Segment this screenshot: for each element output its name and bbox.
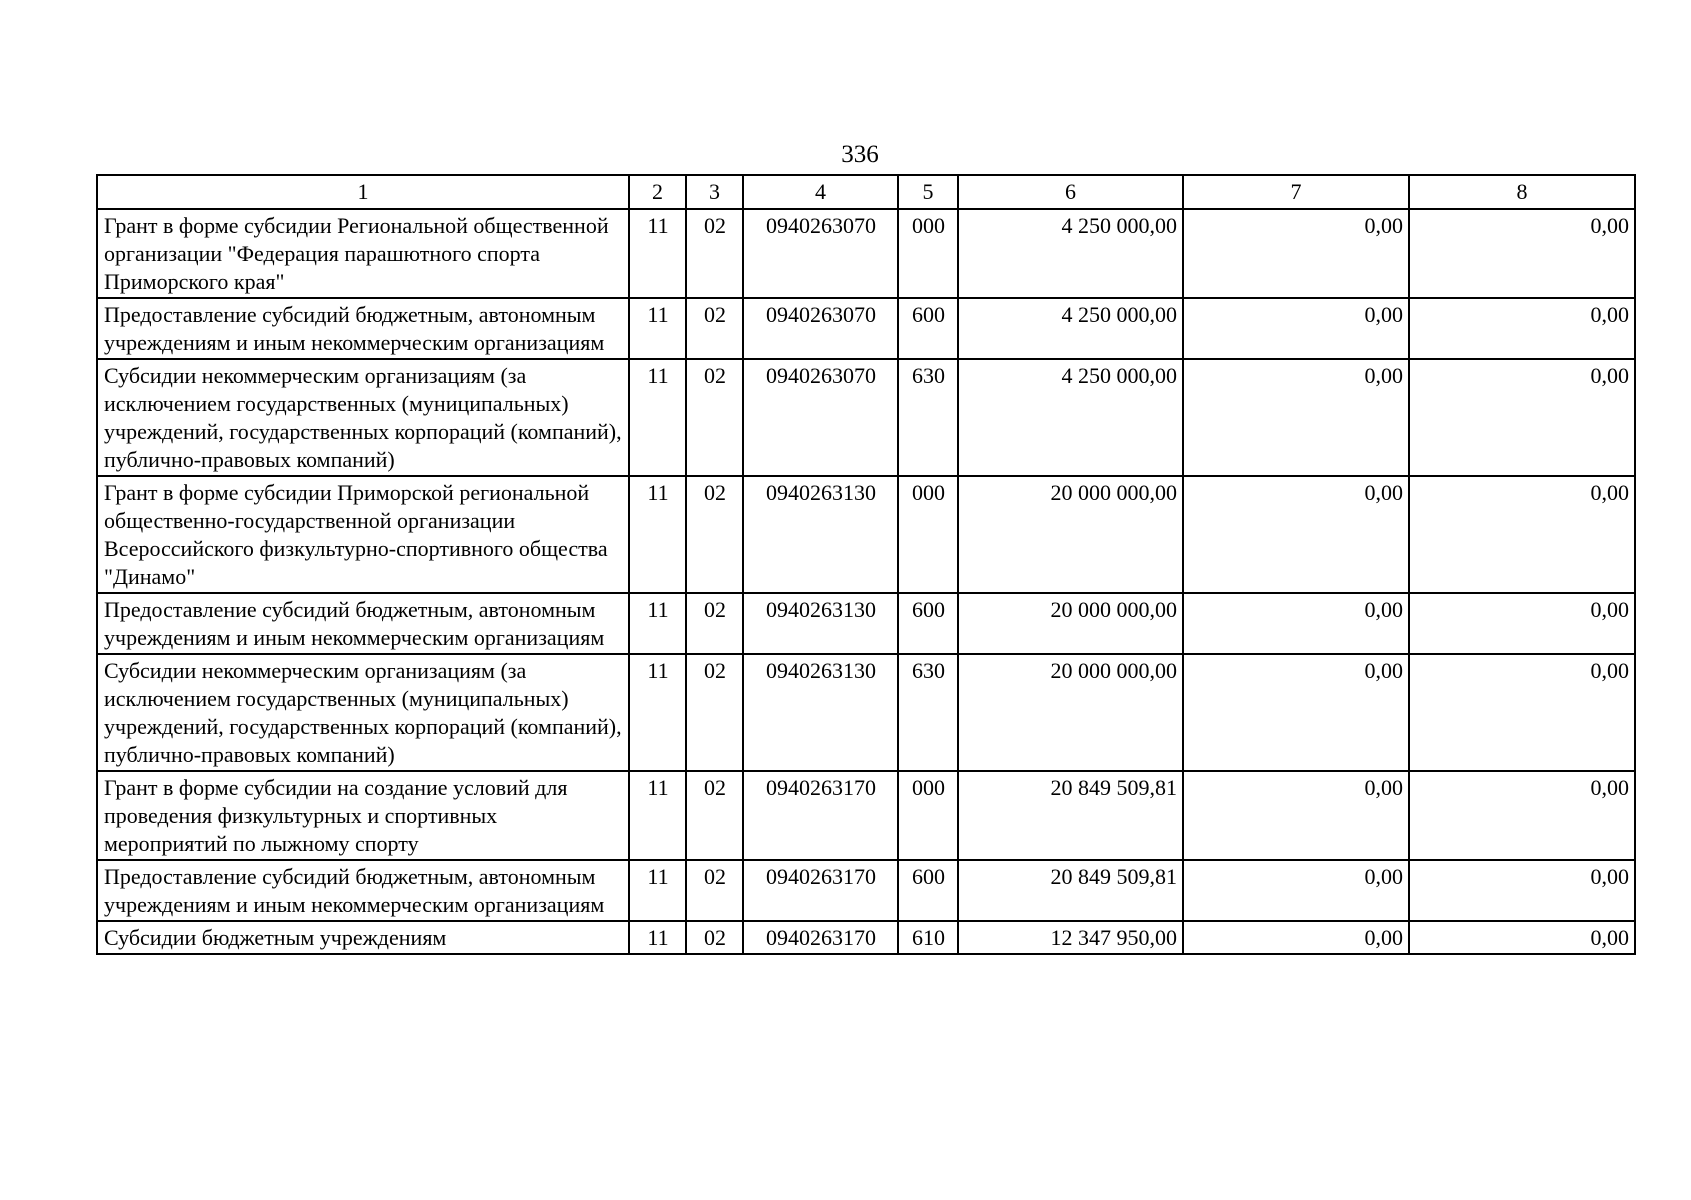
section-code: 11 <box>629 654 686 771</box>
expense-name: Грант в форме субсидии Региональной общественной организации "Федерация парашютного спорта Приморского края" <box>97 209 629 298</box>
amount-col6: 4 250 000,00 <box>958 209 1183 298</box>
expense-name: Предоставление субсидий бюджетным, автономным учреждениям и иным некоммерческим организациям <box>97 593 629 654</box>
target-article-code: 0940263170 <box>743 860 898 921</box>
amount-col8: 0,00 <box>1409 359 1635 476</box>
expense-name: Грант в форме субсидии Приморской региональной общественно-государственной организации Всероссийского физкультурно-спортивного общества "Динамо" <box>97 476 629 593</box>
table-header-row <box>97 175 1635 209</box>
amount-col8: 0,00 <box>1409 860 1635 921</box>
column-header: 8 <box>1409 175 1635 209</box>
expense-name: Субсидии некоммерческим организациям (за исключением государственных (муниципальных) учреждений, государственных корпораций (компаний), публично-правовых компаний) <box>97 359 629 476</box>
table-row <box>97 860 1635 921</box>
section-code: 11 <box>629 359 686 476</box>
amount-col7: 0,00 <box>1183 209 1409 298</box>
expense-type-code: 000 <box>898 209 958 298</box>
subsection-code: 02 <box>686 771 743 860</box>
expense-name: Субсидии бюджетным учреждениям <box>97 921 629 954</box>
amount-col7: 0,00 <box>1183 771 1409 860</box>
amount-col6: 20 000 000,00 <box>958 476 1183 593</box>
amount-col8: 0,00 <box>1409 771 1635 860</box>
section-code: 11 <box>629 860 686 921</box>
subsection-code: 02 <box>686 298 743 359</box>
column-header: 2 <box>629 175 686 209</box>
page-number: 336 <box>841 141 879 168</box>
section-code: 11 <box>629 298 686 359</box>
target-article-code: 0940263070 <box>743 298 898 359</box>
expense-type-code: 600 <box>898 860 958 921</box>
column-header: 6 <box>958 175 1183 209</box>
table-row <box>97 654 1635 771</box>
amount-col8: 0,00 <box>1409 209 1635 298</box>
table-row <box>97 921 1635 954</box>
table-row <box>97 359 1635 476</box>
amount-col8: 0,00 <box>1409 298 1635 359</box>
target-article-code: 0940263070 <box>743 359 898 476</box>
budget-table <box>96 174 1636 955</box>
amount-col6: 20 000 000,00 <box>958 593 1183 654</box>
expense-type-code: 000 <box>898 771 958 860</box>
amount-col8: 0,00 <box>1409 476 1635 593</box>
table-row <box>97 298 1635 359</box>
expense-name: Предоставление субсидий бюджетным, автономным учреждениям и иным некоммерческим организациям <box>97 860 629 921</box>
target-article-code: 0940263130 <box>743 654 898 771</box>
expense-type-code: 600 <box>898 593 958 654</box>
amount-col6: 20 849 509,81 <box>958 771 1183 860</box>
amount-col7: 0,00 <box>1183 921 1409 954</box>
column-header: 3 <box>686 175 743 209</box>
amount-col7: 0,00 <box>1183 298 1409 359</box>
amount-col7: 0,00 <box>1183 359 1409 476</box>
amount-col8: 0,00 <box>1409 921 1635 954</box>
amount-col6: 4 250 000,00 <box>958 359 1183 476</box>
target-article-code: 0940263170 <box>743 921 898 954</box>
table-row <box>97 593 1635 654</box>
expense-type-code: 600 <box>898 298 958 359</box>
subsection-code: 02 <box>686 860 743 921</box>
column-header: 1 <box>97 175 629 209</box>
table-row <box>97 209 1635 298</box>
expense-name: Предоставление субсидий бюджетным, автономным учреждениям и иным некоммерческим организациям <box>97 298 629 359</box>
amount-col6: 20 849 509,81 <box>958 860 1183 921</box>
section-code: 11 <box>629 771 686 860</box>
subsection-code: 02 <box>686 476 743 593</box>
section-code: 11 <box>629 921 686 954</box>
amount-col8: 0,00 <box>1409 654 1635 771</box>
target-article-code: 0940263130 <box>743 476 898 593</box>
subsection-code: 02 <box>686 359 743 476</box>
expense-type-code: 630 <box>898 359 958 476</box>
subsection-code: 02 <box>686 654 743 771</box>
amount-col7: 0,00 <box>1183 654 1409 771</box>
expense-name: Грант в форме субсидии на создание условий для проведения физкультурных и спортивных мероприятий по лыжному спорту <box>97 771 629 860</box>
target-article-code: 0940263130 <box>743 593 898 654</box>
table-row <box>97 476 1635 593</box>
section-code: 11 <box>629 209 686 298</box>
section-code: 11 <box>629 593 686 654</box>
section-code: 11 <box>629 476 686 593</box>
expense-type-code: 000 <box>898 476 958 593</box>
subsection-code: 02 <box>686 209 743 298</box>
amount-col7: 0,00 <box>1183 476 1409 593</box>
amount-col7: 0,00 <box>1183 860 1409 921</box>
column-header: 7 <box>1183 175 1409 209</box>
target-article-code: 0940263170 <box>743 771 898 860</box>
amount-col6: 12 347 950,00 <box>958 921 1183 954</box>
expense-type-code: 630 <box>898 654 958 771</box>
amount-col6: 4 250 000,00 <box>958 298 1183 359</box>
table-row <box>97 771 1635 860</box>
target-article-code: 0940263070 <box>743 209 898 298</box>
column-header: 5 <box>898 175 958 209</box>
expense-type-code: 610 <box>898 921 958 954</box>
subsection-code: 02 <box>686 593 743 654</box>
amount-col6: 20 000 000,00 <box>958 654 1183 771</box>
amount-col7: 0,00 <box>1183 593 1409 654</box>
subsection-code: 02 <box>686 921 743 954</box>
column-header: 4 <box>743 175 898 209</box>
amount-col8: 0,00 <box>1409 593 1635 654</box>
expense-name: Субсидии некоммерческим организациям (за исключением государственных (муниципальных) учреждений, государственных корпораций (компаний), публично-правовых компаний) <box>97 654 629 771</box>
